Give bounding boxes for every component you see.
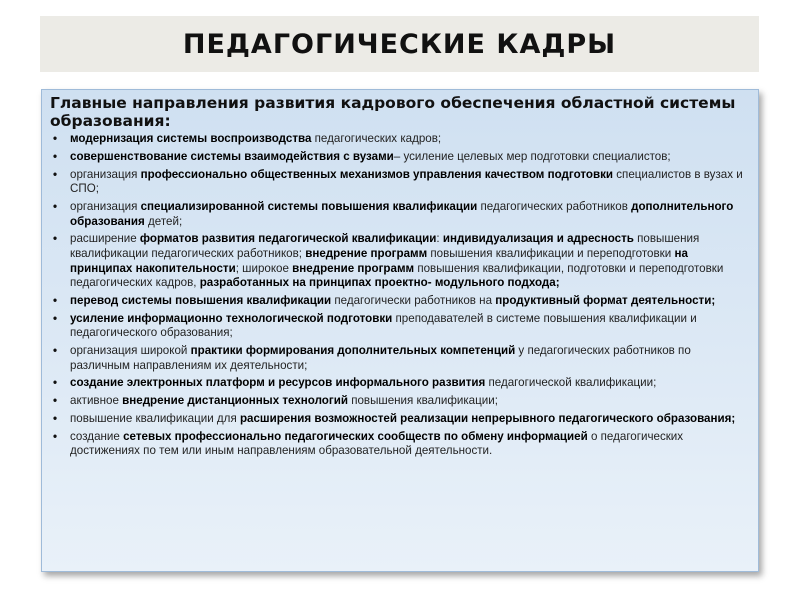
- item-text: повышения квалификации и переподготовки: [427, 246, 675, 260]
- list-item: [50, 294, 750, 309]
- item-text: организация: [70, 199, 141, 213]
- emphasized-text: на принципах накопительности: [70, 246, 688, 275]
- item-text: педагогически работников на: [331, 293, 496, 307]
- emphasized-text: индивидуализация и адресность: [442, 232, 634, 246]
- bullet-icon: •: [53, 394, 58, 408]
- emphasized-text: продуктивный формат деятельности;: [495, 293, 716, 307]
- item-text: повышения квалификации педагогических работников;: [70, 232, 700, 260]
- list-item: [50, 412, 750, 427]
- content-heading: Главные направления развития кадрового обеспечения областной системы образования:: [50, 94, 736, 130]
- item-text: организация широкой: [70, 344, 191, 358]
- emphasized-text: форматов развития педагогической квалификации: [139, 232, 437, 246]
- emphasized-text: создание электронных платформ и ресурсов информального развития: [70, 376, 486, 390]
- bullet-icon: •: [53, 429, 58, 443]
- emphasized-text: совершенствование системы взаимодействия с вузами: [70, 149, 394, 163]
- list-item: [50, 232, 750, 290]
- item-text: ; широкое: [235, 261, 293, 275]
- item-text: педагогических кадров;: [311, 132, 442, 145]
- emphasized-text: сетевых профессионально педагогических сообществ по обмену информацией: [123, 429, 588, 443]
- item-text: о педагогических достижениях по тем или иным направлениям образовательной деятельности.: [70, 429, 684, 458]
- bullet-icon: •: [53, 376, 58, 390]
- item-text: организация: [70, 167, 141, 181]
- item-text: детей;: [144, 214, 183, 228]
- list-item: [50, 376, 750, 391]
- bullet-icon: •: [53, 149, 58, 163]
- list-item: [50, 312, 750, 341]
- item-text: – усиление целевых мер подготовки специалистов;: [393, 149, 671, 163]
- list-item: [50, 150, 750, 165]
- emphasized-text: разработанных на принципах проектно- модульного подхода;: [199, 276, 560, 290]
- list-item: [50, 132, 750, 147]
- item-text: повышение квалификации для: [70, 411, 240, 425]
- list-item: [50, 430, 750, 459]
- bullet-icon: •: [53, 411, 58, 425]
- bullet-icon: •: [53, 344, 58, 358]
- emphasized-text: перевод системы повышения квалификации: [70, 293, 332, 307]
- directions-list: [50, 132, 750, 459]
- title-bar: [40, 16, 759, 72]
- bullet-icon: •: [53, 199, 58, 213]
- bullet-icon: •: [53, 132, 58, 145]
- bullet-icon: •: [53, 311, 58, 325]
- item-text: педагогической квалификации;: [485, 376, 657, 390]
- item-text: специалистов в вузах и СПО;: [70, 167, 743, 196]
- item-text: повышения квалификации, подготовки и переподготовки педагогических кадров,: [70, 261, 724, 290]
- content-box: [41, 89, 759, 572]
- bullet-icon: •: [53, 167, 58, 181]
- item-text: :: [436, 232, 443, 246]
- emphasized-text: внедрение программ: [305, 246, 428, 260]
- item-text: расширение: [70, 232, 140, 246]
- list-item: [50, 200, 750, 229]
- slide-title: ПЕДАГОГИЧЕСКИЕ КАДРЫ: [182, 28, 617, 60]
- emphasized-text: специализированной системы повышения квалификации: [140, 199, 478, 213]
- list-item: [50, 168, 750, 197]
- emphasized-text: усиление информационно технологической подготовки: [70, 311, 393, 325]
- emphasized-text: дополнительного образования: [70, 199, 734, 228]
- list-item: [50, 344, 750, 373]
- item-text: создание: [70, 429, 124, 443]
- emphasized-text: расширения возможностей реализации непрерывного педагогического образования;: [239, 411, 736, 425]
- emphasized-text: внедрение программ: [292, 261, 415, 275]
- item-text: активное: [70, 394, 123, 408]
- item-text: повышения квалификации;: [347, 394, 498, 408]
- list-item: [50, 394, 750, 409]
- item-text: у педагогических работников по различным направлениям их деятельности;: [70, 344, 691, 372]
- bullet-icon: •: [53, 232, 58, 246]
- emphasized-text: внедрение дистанционных технологий: [122, 394, 348, 408]
- emphasized-text: профессионально общественных механизмов управления качеством подготовки: [140, 167, 614, 181]
- bullet-icon: •: [53, 293, 58, 307]
- item-text: преподавателей в системе повышения квалификации и педагогического образования;: [70, 311, 697, 340]
- item-text: педагогических работников: [477, 199, 632, 213]
- emphasized-text: практики формирования дополнительных компетенций: [190, 344, 516, 358]
- emphasized-text: модернизация системы воспроизводства: [70, 132, 312, 145]
